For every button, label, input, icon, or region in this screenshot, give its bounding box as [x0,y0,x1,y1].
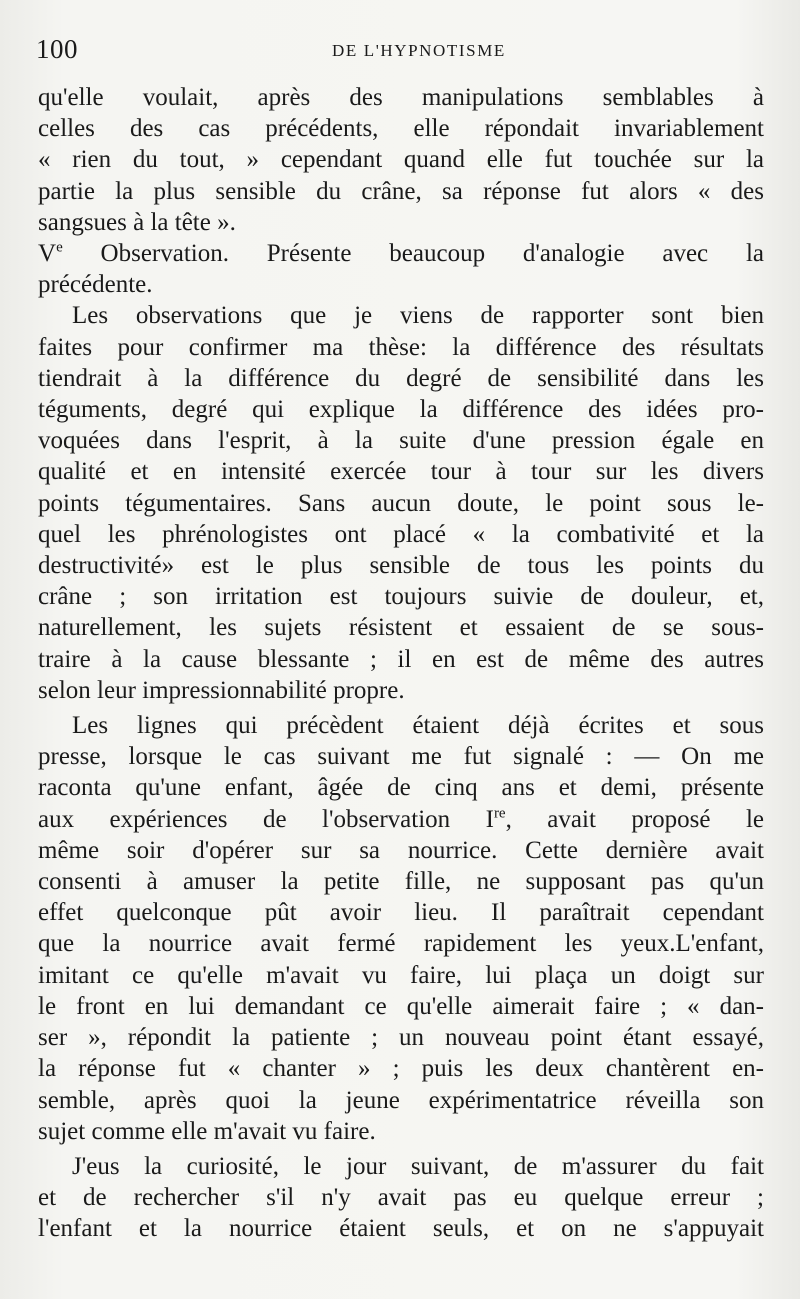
text-line: même soir d'opérer sur sa nourrice. Cette dernière avait [38,836,764,864]
text-line: et de rechercher s'il n'y avait pas eu quelque erreur ; [38,1184,764,1212]
running-head: DE L'HYPNOTISME [332,41,506,60]
text-line-observation-v [38,238,764,269]
text-line: naturellement, les sujets résistent et essaient de se sous- [38,614,764,642]
text-line-observation-i [38,804,764,835]
page-header [36,34,760,68]
text-line: destructivité» est le plus sensible de tous les points du [38,552,764,580]
text-line: traire à la cause blessante ; il en est de même des autres [38,645,764,673]
text-line: celles des cas précédents, elle répondait invariablement [38,115,764,143]
paragraph [38,710,764,1147]
text-line: partie la plus sensible du crâne, sa réponse fut alors « des [38,177,764,205]
text-line: quel les phrénologistes ont placé « la combativité et la [38,520,764,548]
superscript: re [493,805,506,822]
text-line: sangsues à la tête ». [38,208,236,236]
text-line: J'eus la curiosité, le jour suivant, de m'assurer du fait [72,1152,764,1180]
text-line-rest: Observation. Présente beaucoup d'analogie avec la [62,240,764,268]
text-line: Les lignes qui précèdent étaient déjà écrites et sous [72,712,764,740]
text-line: qu'elle voulait, après des manipulations semblables à [38,84,764,111]
text-line: ser », répondit la patiente ; un nouveau point étant essayé, [38,1024,764,1052]
text-line: sujet comme elle m'avait vu faire. [38,1117,376,1145]
text-line: l'enfant et la nourrice étaient seuls, et on ne s'appuyait [38,1215,764,1243]
text-line: semble, après quoi la jeune expérimentatrice réveilla son [38,1086,764,1114]
text-line: effet quelconque pût avoir lieu. Il paraîtrait cependant [38,899,764,927]
text-line: raconta qu'une enfant, âgée de cinq ans et demi, présente [38,774,764,802]
text-line: imitant ce qu'elle m'avait vu faire, lui plaça un doigt sur [38,961,764,989]
text-line: faites pour confirmer ma thèse: la différence des résultats [38,333,764,361]
text-line: points tégumentaires. Sans aucun doute, le point sous le- [38,489,764,517]
text-line: la réponse fut « chanter » ; puis les deux chantèrent en- [38,1055,764,1083]
body-text [38,82,764,1245]
page-number: 100 [36,34,78,64]
roman-numeral: Ve [38,239,63,268]
text-line: téguments, degré qui explique la différence des idées pro- [38,396,764,424]
text-line: voquées dans l'esprit, à la suite d'une pression égale en [38,427,764,455]
text-line: Les observations que je viens de rapporter sont bien [72,302,764,330]
paragraph [38,238,764,300]
paragraph [38,1151,764,1245]
text-line: consenti à amuser la petite fille, ne supposant pas qu'un [38,868,764,896]
text-line: crâne ; son irritation est toujours suivie de douleur, et, [38,583,764,611]
text-line: selon leur impressionnabilité propre. [38,676,405,704]
text-line: qualité et en intensité exercée tour à tour sur les divers [38,458,764,486]
text-line: précédente. [38,271,153,299]
text-line-part: aux expériences de l'observation Ire, avait proposé le [38,805,764,833]
text-line: « rien du tout, » cependant quand elle fut touchée sur la [38,146,764,174]
text-line: que la nourrice avait fermé rapidement les yeux.L'enfant, [38,930,764,958]
paragraph [38,82,764,238]
text-line: tiendrait à la différence du degré de sensibilité dans les [38,364,764,392]
paragraph [38,300,764,706]
text-line: le front en lui demandant ce qu'elle aimerait faire ; « dan- [38,992,764,1020]
text-line: presse, lorsque le cas suivant me fut signalé : — On me [38,743,764,771]
